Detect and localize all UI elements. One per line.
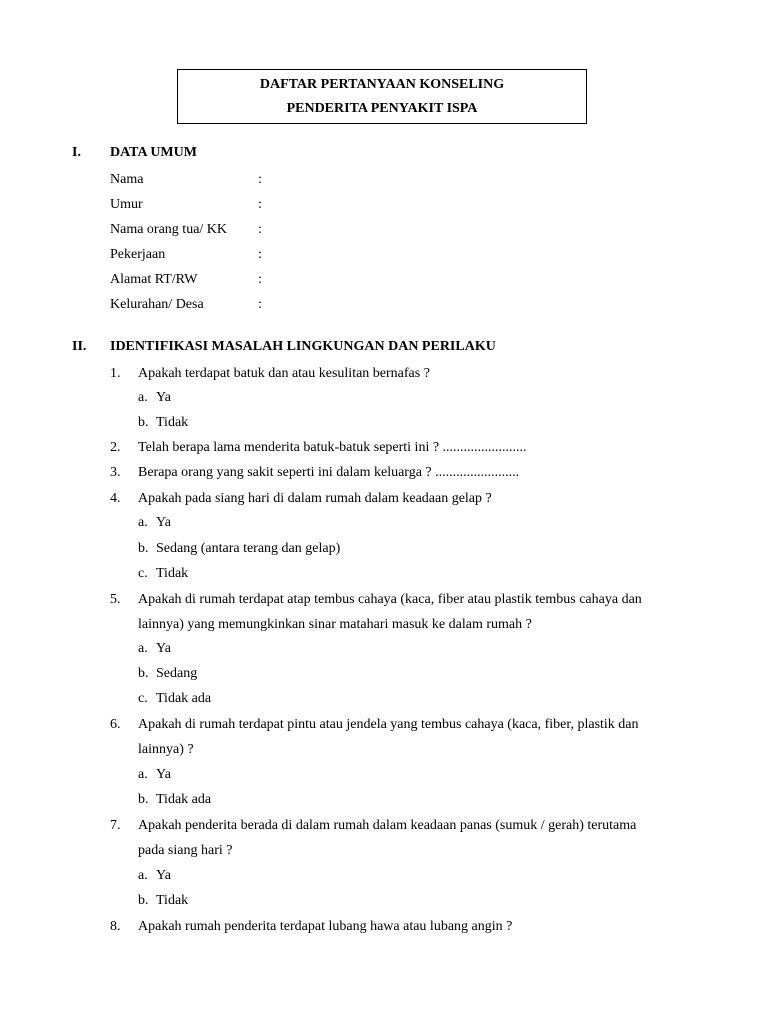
field-label-nama: Nama xyxy=(110,172,144,187)
question-number: 8. xyxy=(110,919,121,934)
question-number: 5. xyxy=(110,592,121,607)
question-text-continued: lainnya) yang memungkinkan sinar matahari masuk ke dalam rumah ? xyxy=(138,617,532,632)
field-colon: : xyxy=(258,297,262,312)
document-title-box xyxy=(177,69,587,124)
question-text: Apakah di rumah terdapat atap tembus cahaya (kaca, fiber atau plastik tembus cahaya dan xyxy=(138,592,642,607)
option-letter: b. xyxy=(138,666,149,681)
question-number: 2. xyxy=(110,440,121,455)
option-text: Tidak ada xyxy=(156,792,212,807)
option-text: Ya xyxy=(156,868,171,883)
option-text: Ya xyxy=(156,767,171,782)
question-text: Telah berapa lama menderita batuk-batuk seperti ini ? ........................ xyxy=(138,440,527,455)
option-letter: a. xyxy=(138,390,148,405)
section-2-number: II. xyxy=(72,339,87,354)
option-letter: b. xyxy=(138,893,149,908)
question-text: Apakah rumah penderita terdapat lubang hawa atau lubang angin ? xyxy=(138,919,513,934)
field-label-umur: Umur xyxy=(110,197,143,212)
field-colon: : xyxy=(258,197,262,212)
option-text: Ya xyxy=(156,390,171,405)
question-text: Apakah penderita berada di dalam rumah dalam keadaan panas (sumuk / gerah) terutama xyxy=(138,818,637,833)
field-colon: : xyxy=(258,272,262,287)
option-letter: b. xyxy=(138,792,149,807)
field-label-kelurahan: Kelurahan/ Desa xyxy=(110,297,204,312)
question-text-continued: pada siang hari ? xyxy=(138,843,233,858)
option-text: Tidak ada xyxy=(156,691,212,706)
question-text-continued: lainnya) ? xyxy=(138,742,194,757)
section-1-number: I. xyxy=(72,145,81,160)
option-letter: c. xyxy=(138,691,148,706)
field-colon: : xyxy=(258,247,262,262)
option-text: Ya xyxy=(156,515,171,530)
option-letter: a. xyxy=(138,641,148,656)
section-2-title: IDENTIFIKASI MASALAH LINGKUNGAN DAN PERILAKU xyxy=(110,339,496,354)
question-number: 1. xyxy=(110,366,121,381)
field-label-nama-orang-tua: Nama orang tua/ KK xyxy=(110,222,228,237)
title-line-1: DAFTAR PERTANYAAN KONSELING xyxy=(259,77,505,92)
question-number: 7. xyxy=(110,818,121,833)
option-text: Tidak xyxy=(156,415,189,430)
option-letter: b. xyxy=(138,541,149,556)
field-label-alamat: Alamat RT/RW xyxy=(110,272,198,287)
question-number: 6. xyxy=(110,717,121,732)
question-text: Apakah di rumah terdapat pintu atau jendela yang tembus cahaya (kaca, fiber, plastik dan xyxy=(138,717,639,732)
option-letter: a. xyxy=(138,868,148,883)
option-letter: a. xyxy=(138,767,148,782)
question-text: Apakah pada siang hari di dalam rumah dalam keadaan gelap ? xyxy=(138,491,492,506)
question-number: 3. xyxy=(110,465,121,480)
field-colon: : xyxy=(258,222,262,237)
option-text: Tidak xyxy=(156,893,189,908)
option-letter: a. xyxy=(138,515,148,530)
option-letter: b. xyxy=(138,415,149,430)
field-colon: : xyxy=(258,172,262,187)
field-label-pekerjaan: Pekerjaan xyxy=(110,247,166,262)
option-text: Ya xyxy=(156,641,171,656)
question-number: 4. xyxy=(110,491,121,506)
option-text: Tidak xyxy=(156,566,189,581)
question-text: Berapa orang yang sakit seperti ini dalam keluarga ? ........................ xyxy=(138,465,520,480)
section-1-title: DATA UMUM xyxy=(110,145,197,160)
question-text: Apakah terdapat batuk dan atau kesulitan bernafas ? xyxy=(138,366,430,381)
option-text: Sedang (antara terang dan gelap) xyxy=(156,541,341,556)
option-letter: c. xyxy=(138,566,148,581)
option-text: Sedang xyxy=(156,666,198,681)
title-line-2: PENDERITA PENYAKIT ISPA xyxy=(286,101,478,116)
